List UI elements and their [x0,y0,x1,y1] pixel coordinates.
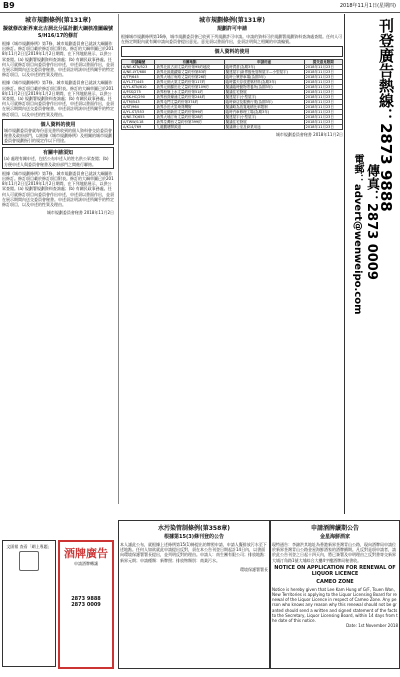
left-box1-title: 個人資料的使用 [40,121,76,128]
table-cell: 新界北區古洞丈量約份第95約地段 [155,65,224,70]
table-cell: 2018年11月23日 [304,95,342,100]
middle-footer: 城市規劃委員會秘書 2018年11月2日 [275,132,343,138]
left-box2-title: 有關申請須知 [42,150,73,157]
table-cell: 新界粉嶺上水丈量約份第51約 [155,90,224,95]
bottom-left-promo [2,540,56,667]
middle-notice-column [118,14,343,504]
table-cell: 2018年11月23日 [304,70,342,75]
table-cell: 新界屯門丈量約份第374約 [155,100,224,105]
table-cell: 2018年11月23日 [304,105,342,110]
table-cell: A/NE-KTN/523 [122,65,155,70]
renewal-body: 現特通告：李錦洪其地址為香港新界荃灣青山公路，現向酒牌局申請位於新界荃灣青山公路金星海鮮酒家的酒牌續期。凡反對是項申請者，請於此公告刊登之日起十四天內，將已簽署及申明理由之反對書寄交新界大埔汀角路1號大埔綜合大樓4字樓酒牌局秘書收。 [272,542,396,563]
ad-fax-text: 傳真：2873 0009 [364,164,379,280]
water-pollution-notice [118,520,270,669]
table-cell: A/NE-TK/655 [122,115,155,120]
water-notice-footer: 環境保護署署長 [240,566,268,572]
left-box2-body: (a) 處理有關申述，包括公布申述人的姓名供公眾查閱；(b) 方便申述人與委員會秘書及政府部門之間進行聯絡。 [4,156,110,167]
table-cell: A/YL-ST/553 [122,110,155,115]
table-cell: 新界元朗大棠丈量約份第117約 [155,80,224,85]
liquor-advert-title: 酒牌廣告 [64,547,108,560]
renewal-en-title: NOTICE ON APPLICATION FOR RENEWAL OF LIQUOR LICENCE [274,564,396,577]
left-title: 城市規劃條例(第131章) [24,17,91,24]
water-notice-subtitle: 根據第15(3)條刊登的公告 [163,534,224,540]
table-header-cell: 申請編號 [122,60,155,65]
table-cell: A/ST/964 [122,105,155,110]
middle-body: 根據城市規劃條例第16條，城市規劃委員會已收到下列規劃許可申請。申請的資料可於規劃署規劃資料查詢處查閱。任何人可在指定期限內就有關申請向委員會提出意見。意見須以書面作出，並須註明與之相關的申請編號。 [121,34,343,45]
renewal-subtitle: 金星海鮮酒家 [319,534,350,540]
table-cell: A/FSS/275 [122,90,155,95]
table-row [122,125,343,130]
table-cell: 2018年11月23日 [304,85,342,90]
table-header-cell: 提交意見限期 [304,60,342,65]
page-number: B9 [3,1,15,10]
renewal-en-subtitle: CAMEO ZONE [316,578,354,585]
table-cell: 2018年11月23日 [304,125,342,130]
renewal-date: Date: 1st November 2018 [346,623,398,629]
left-footer: 城市規劃委員會秘書 2018年11月2日 [46,210,114,216]
table-cell: A/SK-HC/290 [122,95,155,100]
table-cell: A/TP/645 [122,75,155,80]
advert-hotline-banner [344,14,399,514]
table-cell: 2018年11月23日 [304,115,342,120]
table-body [122,65,343,130]
water-notice-title: 水污染管制條例(第358章) [157,525,230,532]
water-notice-body: 本人謹此公布，就根據上述條例第15(1)條提出的牌照申請，申請人擬排放污水至下述地點。任何人如欲就此申請提出反對，須在本公告刊登日期起計14日內，以書面向環境保護署署長提出，並列明反對的理由。申請人：南生團有限公司；排放地點：新界元朗；申請種類：新牌照；排放物類別：商業污水。 [120,542,268,563]
table-cell: A/K14/769 [122,125,155,130]
table-cell: 2018年11月23日 [304,120,342,125]
table-cell: 新界元朗新田丈量約份第99約 [155,110,224,115]
table-cell: 臨時商店及服務行業(為期3年) [224,100,304,105]
liquor-renewal-notice [270,520,400,669]
table-header-cell: 申請用途 [224,60,304,65]
renewal-en-body: Notice is hereby given that Lee Kam Hung of G/F, Tsuen Wan, New Territories is applying to the Liquor Licensing Board for renewal of the Liquor Licence in respect of Cameo Zone. Any person who knows any reason why this renewal should not be granted should send a written and signed statement of the facts to the Secretary, Liquor Licensing Board, within 14 days from the date of this notice. [272,586,399,624]
middle-personal-data-box [121,46,343,57]
left-box1-body: 城市規劃委員會就每份意見書所收到的個人資料會交給委員會秘書及政府部門，以根據《城市規劃條例》及相關的城市規劃委員會規劃指引的規定作以下用途。 [4,127,112,144]
table-cell: 新界大埔汀角路丈量約份第26約 [155,75,224,80]
left-subtitle: 擬就修改新界東北古洞北分區計劃大綱核准圖編號S/H16/17的修訂 [2,26,113,39]
table-cell: 臨時公眾停車場(為期3年) [224,75,304,80]
table-cell: 2018年11月23日 [304,65,342,70]
liquor-advert-body: 申請酒牌轉讓 [74,561,98,566]
table-cell: 2018年11月23日 [304,100,342,105]
table-cell: 2018年11月23日 [304,80,342,85]
renewal-title: 申請酒牌續期公告 [310,525,359,532]
table-cell: A/NE-LYT/680 [122,70,155,75]
applications-table [121,59,343,130]
left-body-extra: 根據《城市規劃條例》第7條，城市規劃委員會已就該大綱圖作出修訂。修訂項目載於修訂項目附表。修訂的大綱草圖已於2018年11月2日至2019年1月2日期間，在下列地點展示，以供公眾查閱。(a) 規劃署規劃資料查詢處；(b) 有關民政事務處。任何人可就修訂項目向委員會作出申述，申述須以書面作出，並須在展示期間內送交委員會秘書。申述須註明該申述所關乎的特定修訂項目，以及申述的性質及理由。 [2,170,114,208]
liquor-advert-box [58,540,114,669]
liquor-advert-fax: 2873 0009 [71,602,101,609]
table-cell: A/TM/543 [122,100,155,105]
left-notes-box [2,147,114,168]
page-header [0,0,400,13]
table-cell: A/YL-TT/445 [122,80,155,85]
table-cell: 新界沙田火炭坳背灣街 [155,105,224,110]
issue-date: 2018年11月1日(星期四) [339,3,396,9]
left-body: 根據《城市規劃條例》第7條，城市規劃委員會已就該大綱圖作出修訂。修訂項目載於修訂項目附表。修訂的大綱草圖已於2018年11月2日至2019年1月2日期間，在下列地點展示，以供公眾查閱。(a) 規劃署規劃資料查詢處；(b) 有關民政事務處。任何人可就修訂項目向委員會作出申述，申述須以書面作出，並須在展示期間內送交委員會秘書。申述須註明該申述所關乎的特定修訂項目，以及申述的性質及理由。 [2,41,114,78]
table-cell: A/TWW/118 [122,120,155,125]
table-cell: 擬建屋宇(新界豁免管制屋宇—小型屋宇) [224,70,304,75]
table-cell: 擬議辦公室及商業用途 [224,125,304,130]
table-cell: 新界西貢蠔涌丈量約份第244約 [155,95,224,100]
table-cell: 新界元朗錦田北丈量約份第109約 [155,85,224,90]
table-cell: 擬議住宅發展 [224,90,304,95]
table-cell: 新界北區龍躍頭丈量約份第83約 [155,70,224,75]
liquor-advert-tel: 2873 9888 [71,596,101,603]
table-header-cell: 有關地點 [155,60,224,65]
ad-hotline-text: 刊登廣告熱線：2873 9888 [377,18,395,212]
table-cell: A/YL-KTN/610 [122,85,155,90]
middle-subtitle: 規劃許可申請 [216,26,247,32]
middle-box-title: 個人資料的使用 [214,49,250,56]
table-cell: 新界荃灣西丈量約份第399約 [155,120,224,125]
table-cell: 擬議略為放寬地積比率限制 [224,105,304,110]
promo-title: 文匯報 查看「網上專題」 [6,544,52,549]
table-cell: 2018年11月23日 [304,90,342,95]
middle-title: 城市規劃條例(第131章) [198,17,265,24]
left-personal-data-box [2,119,114,146]
table-cell: 九龍觀塘開源道 [155,125,224,130]
table-cell: 臨時汽車修理工場(為期3年) [224,110,304,115]
table-cell: 2018年11月23日 [304,110,342,115]
table-cell: 擬建屋宇(小型屋宇) [224,115,304,120]
left-body-repeat: 根據《城市規劃條例》第7條，城市規劃委員會已就該大綱圖作出修訂。修訂項目載於修訂項目附表。修訂的大綱草圖已於2018年11月2日至2019年1月2日期間，在下列地點展示，以供公眾查閱。(a) 規劃署規劃資料查詢處；(b) 有關民政事務處。任何人可就修訂項目向委員會作出申述，申述須以書面作出，並須在展示期間內送交委員會秘書。申述須註明該申述所關乎的特定修訂項目，以及申述的性質及理由。 [2,80,114,117]
left-notice-column [2,14,114,534]
table-cell: 新界大埔汀角丈量約份第28約 [155,115,224,120]
table-cell: 擬議臨時動物寄養所(為期3年) [224,85,304,90]
ad-email-text: 電郵：advert@wenweipo.com [352,154,363,315]
table-cell: 擬議住宅發展 [224,120,304,125]
table-cell: 臨時貨倉(為期3年) [224,65,304,70]
table-cell: 擬建屋宇(小型屋宇) [224,95,304,100]
table-cell: 臨時露天存放建築材料(為期3年) [224,80,304,85]
table-cell: 2018年11月23日 [304,75,342,80]
qr-code-icon [19,551,39,571]
